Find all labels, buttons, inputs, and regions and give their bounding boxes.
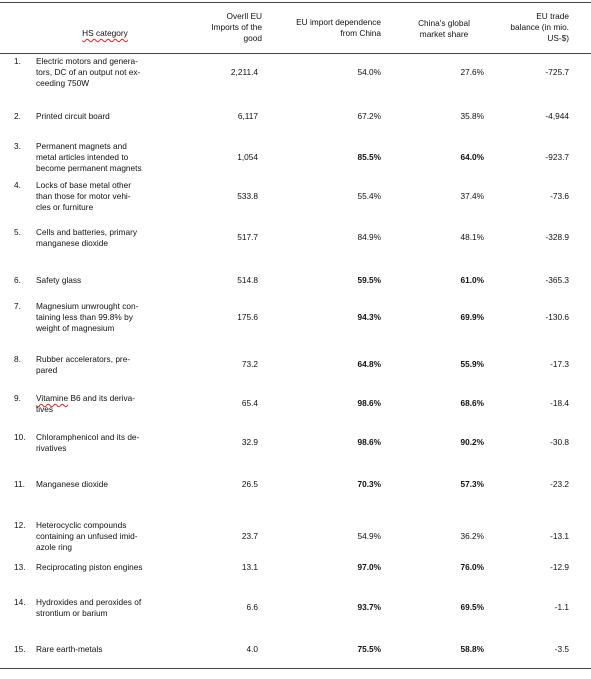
row-number: 7. (14, 301, 21, 311)
hs-category-line (36, 180, 178, 191)
hs-category-line (36, 111, 178, 122)
hs-category-line-text: Rubber accelerators, pre- (36, 354, 131, 364)
imports-cell: 533.8 (237, 191, 258, 201)
hs-category-line (36, 365, 178, 376)
row-number: 3. (14, 141, 21, 151)
hs-category-label (36, 597, 178, 619)
row-number: 12. (14, 520, 26, 530)
hs-category-line (36, 479, 178, 490)
header-dependence: EU import dependence from China (296, 17, 381, 38)
imports-cell: 1,054 (237, 152, 258, 162)
hs-category-line-text: weight of magnesium (36, 323, 115, 333)
hs-category-line-text: become permanent magnets (36, 163, 142, 173)
market-share-cell: 69.5% (460, 602, 484, 612)
imports-cell: 6,117 (237, 111, 258, 121)
hs-category-label (36, 562, 178, 573)
row-number: 6. (14, 275, 21, 285)
hs-category-line (36, 404, 178, 415)
hs-category-line (36, 301, 178, 312)
hs-category-line (36, 312, 178, 323)
trade-balance-cell: -18.4 (550, 398, 569, 408)
dependence-cell: 97.0% (357, 562, 381, 572)
trade-balance-cell: -73.6 (550, 191, 569, 201)
dependence-cell: 64.8% (357, 359, 381, 369)
hs-category-line (36, 443, 178, 454)
hs-category-line (36, 393, 178, 404)
hs-category-line (36, 56, 178, 67)
header-balance: EU trade balance (in mio. US-$) (510, 11, 569, 43)
imports-cell: 175.6 (237, 312, 258, 322)
trade-balance-cell: -23.2 (550, 479, 569, 489)
header-share: China's global market share (418, 18, 470, 39)
header-rule (0, 53, 591, 54)
imports-cell: 13.1 (241, 562, 258, 572)
market-share-cell: 55.9% (460, 359, 484, 369)
imports-cell: 2,211.4 (230, 67, 258, 77)
hs-category-line (36, 323, 178, 334)
hs-category-line (36, 432, 178, 443)
header-imports: Overll EU Imports of the good (211, 11, 262, 43)
market-share-cell: 37.4% (460, 191, 484, 201)
row-number: 4. (14, 180, 21, 190)
hs-category-label (36, 141, 178, 174)
dependence-cell: 54.0% (357, 67, 381, 77)
dependence-cell: 93.7% (357, 602, 381, 612)
trade-balance-cell: -30.8 (550, 437, 569, 447)
hs-category-line-text: manganese dioxide (36, 238, 108, 248)
hs-category-line-text: Hydroxides and peroxides of (36, 597, 142, 607)
hs-category-line (36, 141, 178, 152)
trade-balance-cell: -12.9 (550, 562, 569, 572)
imports-cell: 6.6 (246, 602, 258, 612)
hs-category-line (36, 520, 178, 531)
hs-category-line (36, 78, 178, 89)
imports-cell: 517.7 (237, 232, 258, 242)
header-hs-category: HS category (82, 28, 128, 38)
dependence-cell: 94.3% (357, 312, 381, 322)
row-number: 10. (14, 432, 26, 442)
dependence-cell: 98.6% (357, 398, 381, 408)
hs-category-label (36, 393, 178, 415)
market-share-cell: 27.6% (460, 67, 484, 77)
hs-category-line-text: Permanent magnets and (36, 141, 127, 151)
hs-category-line (36, 202, 178, 213)
hs-category-line (36, 238, 178, 249)
hs-category-line (36, 67, 178, 78)
trade-balance-cell: -3.5 (554, 644, 569, 654)
trade-balance-cell: -4,944 (545, 111, 569, 121)
dependence-cell: 67.2% (357, 111, 381, 121)
trade-balance-cell: -725.7 (545, 67, 569, 77)
hs-category-line (36, 608, 178, 619)
hs-category-line (36, 542, 178, 553)
hs-category-line-text: Rare earth-metals (36, 644, 103, 654)
dependence-cell: 54.9% (357, 531, 381, 541)
hs-category-line-text: Manganese dioxide (36, 479, 108, 489)
hs-category-line-text: pared (36, 365, 58, 375)
hs-category-label (36, 227, 178, 249)
hs-category-line-text: Safety glass (36, 275, 82, 285)
hs-category-line (36, 562, 178, 573)
row-number: 15. (14, 644, 26, 654)
market-share-cell: 68.6% (460, 398, 484, 408)
hs-category-line (36, 191, 178, 202)
spellcheck-word: Vitamine (36, 393, 69, 403)
dependence-cell: 85.5% (357, 152, 381, 162)
trade-balance-cell: -328.9 (545, 232, 569, 242)
market-share-cell: 69.9% (460, 312, 484, 322)
trade-balance-cell: -365.3 (545, 275, 569, 285)
dependence-cell: 84.9% (357, 232, 381, 242)
imports-cell: 4.0 (246, 644, 258, 654)
dependence-cell: 59.5% (357, 275, 381, 285)
hs-category-line-text: tives (36, 404, 54, 414)
hs-category-line (36, 644, 178, 655)
hs-category-label (36, 644, 178, 655)
hs-category-line-text: Heterocyclic compounds (36, 520, 127, 530)
hs-category-label (36, 520, 178, 553)
hs-category-label (36, 432, 178, 454)
market-share-cell: 57.3% (460, 479, 484, 489)
hs-category-line-text: Reciprocating piston engines (36, 562, 143, 572)
hs-category-label (36, 275, 178, 286)
trade-balance-cell: -17.3 (550, 359, 569, 369)
trade-balance-cell: -1.1 (554, 602, 569, 612)
row-number: 9. (14, 393, 21, 403)
hs-category-line-text: azole ring (36, 542, 72, 552)
market-share-cell: 76.0% (460, 562, 484, 572)
imports-cell: 23.7 (241, 531, 258, 541)
hs-category-line (36, 152, 178, 163)
hs-category-line (36, 275, 178, 286)
market-share-cell: 48.1% (460, 232, 484, 242)
hs-category-line-text: tors, DC of an output not ex- (36, 67, 141, 77)
imports-cell: 73.2 (241, 359, 258, 369)
hs-category-line-text: Locks of base metal other (36, 180, 132, 190)
dependence-cell: 70.3% (357, 479, 381, 489)
top-rule (0, 2, 591, 3)
hs-category-line-text: Vitamine B6 and its deriva- (36, 393, 136, 403)
row-number: 2. (14, 111, 21, 121)
dependence-cell: 75.5% (357, 644, 381, 654)
hs-category-line-text: containing an unfused imid- (36, 531, 138, 541)
hs-category-label (36, 56, 178, 89)
hs-category-label (36, 301, 178, 334)
hs-category-line-text: rivatives (36, 443, 67, 453)
hs-category-line-text: Magnesium unwrought con- (36, 301, 139, 311)
hs-category-line-text: taining less than 99.8% by (36, 312, 133, 322)
market-share-cell: 90.2% (460, 437, 484, 447)
bottom-rule (0, 668, 591, 669)
hs-category-line-text: strontium or barium (36, 608, 108, 618)
trade-balance-cell: -13.1 (550, 531, 569, 541)
trade-balance-cell: -923.7 (545, 152, 569, 162)
market-share-cell: 61.0% (460, 275, 484, 285)
row-number: 8. (14, 354, 21, 364)
imports-cell: 65.4 (241, 398, 258, 408)
row-number: 1. (14, 56, 21, 66)
row-number: 11. (14, 479, 25, 489)
imports-cell: 32.9 (241, 437, 258, 447)
row-number: 13. (14, 562, 26, 572)
row-number: 5. (14, 227, 21, 237)
imports-cell: 514.8 (237, 275, 258, 285)
hs-category-label (36, 180, 178, 213)
hs-category-line-text: ceeding 750W (36, 78, 90, 88)
hs-category-label (36, 479, 178, 490)
market-share-cell: 35.8% (460, 111, 484, 121)
hs-category-line-text: Chloramphenicol and its de- (36, 432, 140, 442)
hs-category-line (36, 531, 178, 542)
imports-cell: 26.5 (241, 479, 258, 489)
hs-category-line-text: than those for motor vehi- (36, 191, 131, 201)
row-number: 14. (14, 597, 26, 607)
hs-category-line (36, 354, 178, 365)
dependence-cell: 55.4% (357, 191, 381, 201)
hs-category-line-text: Printed circuit board (36, 111, 110, 121)
hs-category-line-text: cles or furniture (36, 202, 94, 212)
dependence-cell: 98.6% (357, 437, 381, 447)
hs-category-line-text: Cells and batteries, primary (36, 227, 137, 237)
hs-category-line (36, 597, 178, 608)
trade-balance-cell: -130.6 (545, 312, 569, 322)
market-share-cell: 58.8% (460, 644, 484, 654)
hs-category-label (36, 354, 178, 376)
hs-category-label (36, 111, 178, 122)
hs-category-line-text: metal articles intended to (36, 152, 129, 162)
market-share-cell: 36.2% (460, 531, 484, 541)
hs-category-line (36, 163, 178, 174)
market-share-cell: 64.0% (460, 152, 484, 162)
hs-category-line-text: Electric motors and genera- (36, 56, 138, 66)
hs-category-line (36, 227, 178, 238)
